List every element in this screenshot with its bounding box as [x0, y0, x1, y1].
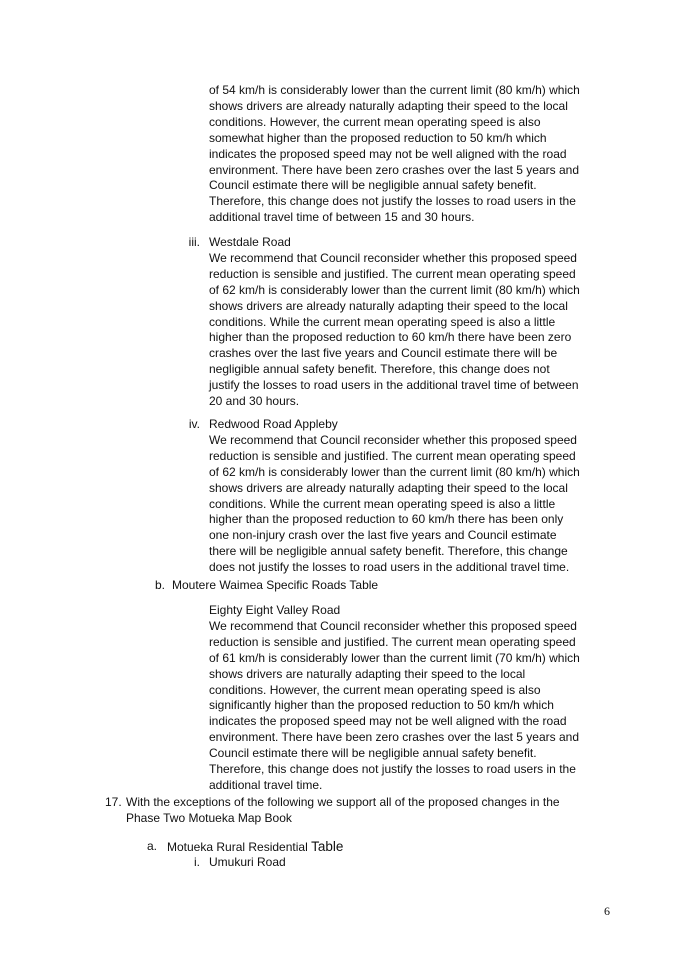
text-line: justify the losses to road users in the additional travel time of between — [209, 378, 579, 393]
text-line: indicates the proposed speed may not be well aligned with the road — [209, 146, 567, 161]
section-a-heading — [167, 839, 343, 856]
section-b-heading: Moutere Waimea Specific Roads Table — [172, 578, 379, 592]
text-line: conditions. However, the current mean operating speed is also — [209, 114, 541, 129]
list-marker-iii: iii. — [188, 235, 200, 249]
text-line: Therefore, this change does not justify the losses to road users in the — [209, 762, 576, 777]
text-line: shows drivers are already naturally adapting their speed to the local — [209, 298, 568, 313]
text-line: Council estimate there will be negligible annual safety benefit. — [209, 746, 537, 761]
text-line: reduction is sensible and justified. The current mean operating speed — [209, 634, 576, 649]
text-line: Phase Two Motueka Map Book — [126, 810, 292, 825]
text-line: of 62 km/h is considerably lower than the current limit (80 km/h) which — [209, 464, 580, 479]
text-line: of 61 km/h is considerably lower than the current limit (70 km/h) which — [209, 650, 580, 665]
list-marker-iv: iv. — [188, 417, 200, 431]
text-line: We recommend that Council reconsider whether this proposed speed — [209, 250, 577, 265]
text-line: one non-injury crash over the last five years and Council estimate — [209, 528, 557, 543]
text-line: higher than the proposed reduction to 60 km/h there have been zero — [209, 330, 572, 345]
text-line: conditions. While the current mean operating speed is also a little — [209, 496, 556, 511]
text-line: shows drivers are already naturally adapting their speed to the local — [209, 480, 568, 495]
text-line: Council estimate there will be negligible annual safety benefit. — [209, 178, 537, 193]
list-marker-i: i. — [194, 855, 200, 869]
westdale-road-item — [209, 235, 580, 410]
text-line: 20 and 30 hours. — [209, 394, 300, 409]
text-line: does not justify the losses to road users in the additional travel time. — [209, 560, 570, 575]
text-line: Therefore, this change does not justify the losses to road users in the — [209, 194, 576, 209]
text-line: We recommend that Council reconsider whether this proposed speed — [209, 432, 577, 447]
section-a-heading-text: Motueka Rural Residential — [167, 840, 308, 854]
item-title: Westdale Road — [209, 235, 291, 249]
text-line: environment. There have been zero crashes over the last 5 years and — [209, 162, 579, 177]
text-line: conditions. However, the current mean operating speed is also — [209, 682, 541, 697]
text-line: somewhat higher than the proposed reduction to 50 km/h which — [209, 130, 547, 145]
text-line: shows drivers are naturally adapting their speed to the local — [209, 666, 526, 681]
list-marker-a: a. — [147, 839, 158, 853]
umukuri-road-title: Umukuri Road — [209, 855, 286, 869]
text-line: there will be negligible annual safety benefit. Therefore, this change — [209, 544, 568, 559]
text-line: shows drivers are already naturally adapting their speed to the local — [209, 98, 568, 113]
redwood-road-item — [209, 417, 580, 576]
page-number: 6 — [604, 904, 610, 918]
text-line: of 54 km/h is considerably lower than the current limit (80 km/h) which — [209, 83, 580, 97]
text-line: We recommend that Council reconsider whether this proposed speed — [209, 618, 577, 633]
list-marker-b: b. — [155, 578, 166, 592]
text-line: indicates the proposed speed may not be well aligned with the road — [209, 714, 567, 729]
text-line: negligible annual safety benefit. Therefore, this change does not — [209, 362, 550, 377]
text-line: of 62 km/h is considerably lower than the current limit (80 km/h) which — [209, 282, 580, 297]
text-line: environment. There have been zero crashes over the last 5 years and — [209, 730, 579, 745]
list-marker-17: 17. — [105, 795, 122, 809]
eighty-eight-valley-road-item — [209, 603, 580, 794]
text-line: higher than the proposed reduction to 60 km/h there has been only — [209, 512, 564, 527]
text-line: conditions. While the current mean operating speed is also a little — [209, 314, 556, 329]
item-17-paragraph — [126, 795, 560, 827]
section-a-heading-table-word: Table — [311, 839, 344, 854]
text-line: crashes over the last five years and Council estimate there will be — [209, 346, 558, 361]
text-line: With the exceptions of the following we support all of the proposed changes in the — [126, 795, 560, 809]
item-title: Redwood Road Appleby — [209, 417, 338, 431]
continuation-paragraph — [209, 83, 580, 226]
text-line: significantly higher than the proposed reduction to 50 km/h which — [209, 698, 554, 713]
text-line: additional travel time of between 15 and 30 hours. — [209, 210, 475, 225]
text-line: additional travel time. — [209, 777, 323, 792]
text-line: reduction is sensible and justified. The current mean operating speed — [209, 266, 576, 281]
text-line: reduction is sensible and justified. The current mean operating speed — [209, 448, 576, 463]
item-title: Eighty Eight Valley Road — [209, 603, 341, 617]
